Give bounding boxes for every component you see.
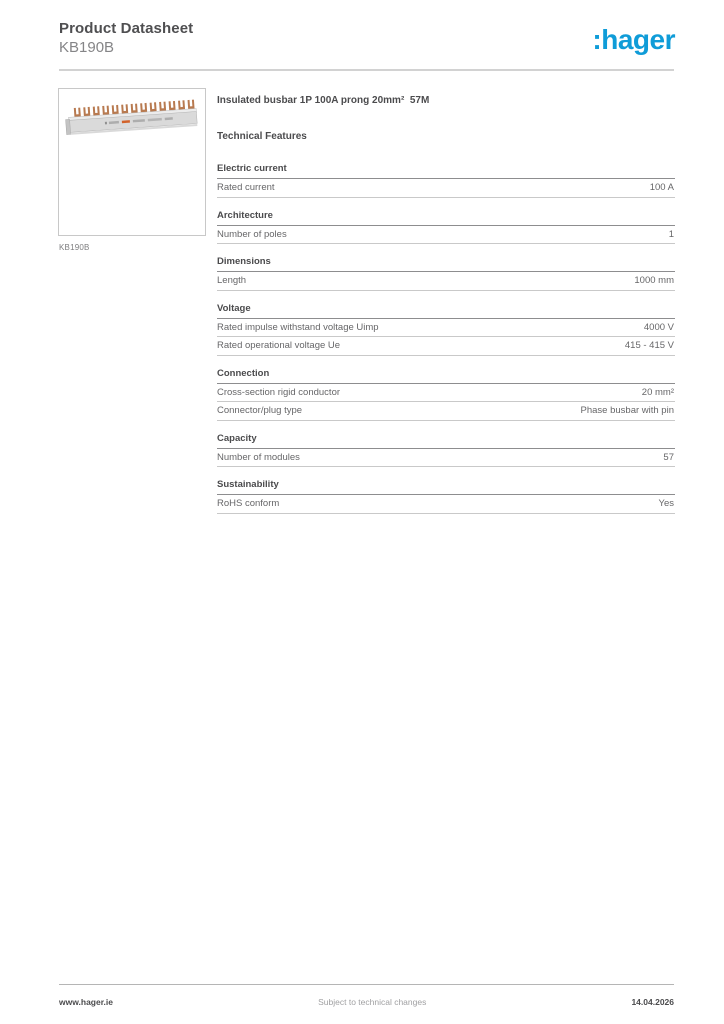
page-title: Product Datasheet: [59, 20, 194, 37]
spec-value: Phase busbar with pin: [580, 405, 674, 416]
spec-label: Number of modules: [217, 451, 300, 463]
section-voltage: [217, 303, 675, 356]
spec-value: 20 mm²: [641, 386, 674, 398]
footer-divider: [59, 984, 674, 985]
hager-logo: :hager: [592, 24, 675, 55]
spec-value: 4000 V: [643, 321, 674, 333]
spec-row: [217, 179, 675, 198]
section-heading: Capacity: [217, 433, 675, 449]
section-heading: Architecture: [217, 210, 675, 226]
spec-value: 1: [668, 228, 674, 240]
footer-date: 14.04.2026: [631, 997, 674, 1007]
spec-label: Length: [217, 275, 247, 286]
section-dimensions: [217, 256, 675, 291]
spec-column: [217, 95, 675, 526]
section-architecture: [217, 210, 675, 245]
spec-label: RoHS conform: [217, 498, 280, 509]
section-heading: Sustainability: [217, 479, 675, 495]
footer-note: Subject to technical changes: [318, 997, 427, 1007]
spec-label: Cross-section rigid conductor: [217, 386, 341, 398]
section-connection: [217, 368, 675, 421]
busbar-product-image: [59, 89, 205, 235]
spec-value: Yes: [658, 498, 674, 509]
spec-sections: [217, 163, 675, 514]
spec-value: 100 A: [649, 182, 674, 193]
section-heading: Dimensions: [217, 256, 675, 272]
product-title: Insulated busbar 1P 100A prong 20mm² 57M: [217, 95, 430, 106]
header-divider: [59, 69, 674, 71]
technical-features-heading: Technical Features: [217, 131, 307, 142]
section-electric-current: [217, 163, 675, 198]
spec-row: [217, 495, 675, 514]
spec-value: 415 - 415 V: [624, 340, 674, 351]
spec-label: Rated impulse withstand voltage Uimp: [217, 321, 379, 333]
product-image-box: [58, 88, 206, 236]
section-heading: Connection: [217, 368, 675, 384]
spec-row: [217, 319, 675, 338]
spec-row: [217, 402, 675, 421]
product-code: KB190B: [59, 39, 115, 56]
product-image-caption: KB190B: [59, 243, 90, 252]
spec-row: [217, 226, 675, 245]
section-capacity: [217, 433, 675, 468]
spec-label: Connector/plug type: [217, 405, 303, 416]
spec-row: [217, 337, 675, 356]
spec-row: [217, 272, 675, 291]
section-heading: Electric current: [217, 163, 675, 179]
spec-value: 57: [663, 451, 674, 463]
section-heading: Voltage: [217, 303, 675, 319]
spec-label: Rated current: [217, 182, 275, 193]
spec-label: Rated operational voltage Ue: [217, 340, 341, 351]
section-sustainability: [217, 479, 675, 514]
spec-value: 1000 mm: [634, 275, 674, 286]
spec-row: [217, 384, 675, 403]
header: [59, 20, 675, 56]
spec-row: [217, 449, 675, 468]
footer: [59, 997, 674, 1007]
footer-website-link[interactable]: www.hager.ie: [59, 997, 114, 1007]
spec-label: Number of poles: [217, 228, 287, 240]
header-titles: [59, 20, 193, 56]
